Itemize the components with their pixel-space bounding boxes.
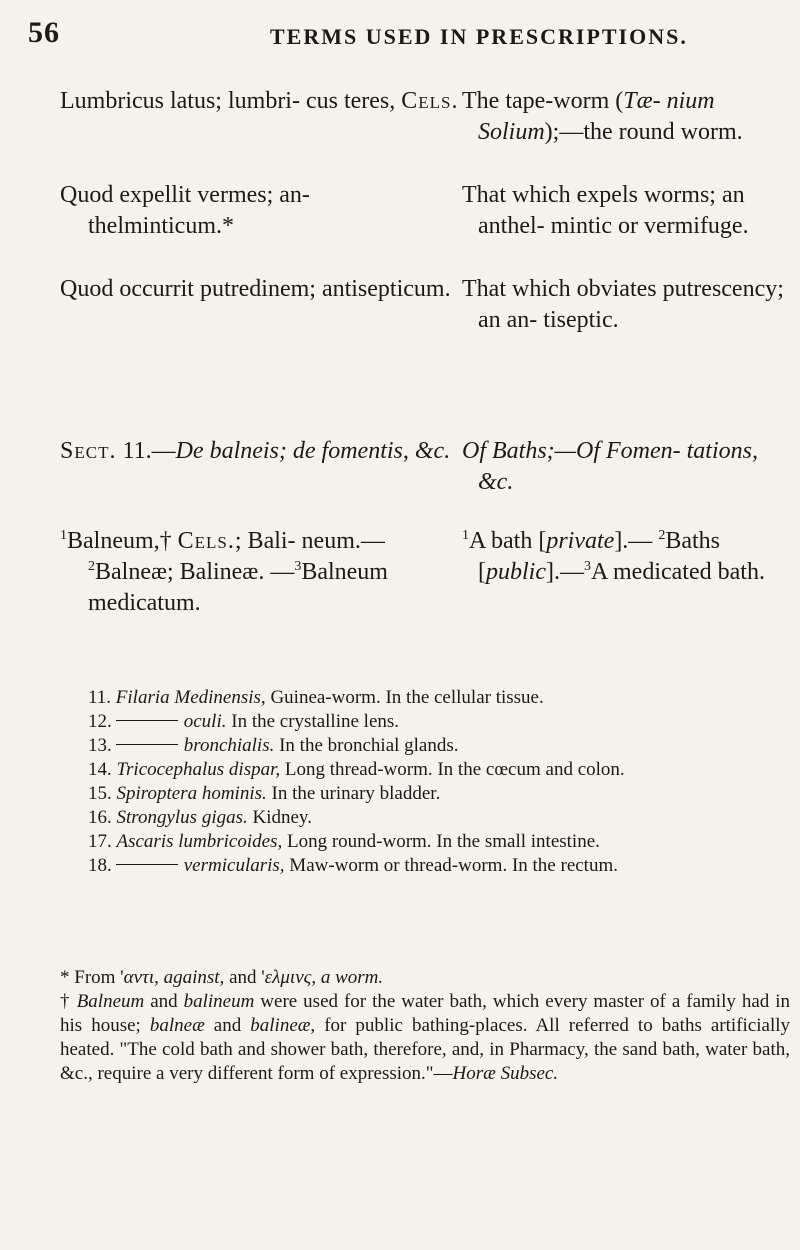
english-text: The tape-worm (: [462, 88, 624, 114]
section-title-english: Of Baths;—Of Fomen-: [462, 438, 681, 464]
footnote: [60, 990, 790, 1086]
english-text: ].—: [546, 559, 584, 585]
item-number: 12.: [88, 711, 112, 732]
ditto-dash: [116, 864, 178, 865]
section-title-latin: fomentis, &c.: [321, 438, 451, 464]
item-number: 18.: [88, 855, 112, 876]
list-item: [88, 854, 788, 878]
section-label: Sect.: [60, 438, 117, 464]
footnote-text: balineum: [183, 991, 255, 1012]
english-text: tiseptic.: [543, 307, 619, 333]
latin-text: Quod occurrit putredinem;: [60, 276, 316, 302]
item-text: In the urinary bladder.: [266, 783, 441, 804]
english-translation: [462, 180, 792, 242]
author-abbrev: Cels.: [401, 88, 459, 114]
footnote-text: for public bathing-places. All referred to baths artificially heated. "The cold bath and shower bath, therefore, and, in Pharmacy, the sand bath, water bath, &c., require a very different form of expression."—: [60, 1015, 791, 1084]
latin-text: ; Bali-: [234, 528, 296, 554]
english-text: mintic or vermifuge.: [550, 213, 749, 239]
item-text: Kidney.: [247, 807, 312, 828]
footnote-text: * From ': [60, 967, 124, 988]
species-name: Strongylus gigas.: [116, 807, 248, 828]
english-text: round worm.: [618, 119, 743, 145]
latin-text: Balneum medicatum.: [88, 559, 388, 616]
list-item: [88, 806, 788, 830]
list-item: [88, 710, 788, 734]
english-text: A: [591, 559, 608, 585]
english-text: worms; an anthel-: [478, 182, 745, 239]
worm-list: [88, 686, 788, 878]
page-header: [0, 16, 800, 56]
list-item: [88, 686, 788, 710]
author-abbrev: Cels.: [177, 528, 235, 554]
species-name: Tæ-: [623, 88, 661, 114]
latin-text: antisepticum.: [321, 276, 451, 302]
footnote-text: a worm.: [320, 967, 384, 988]
latin-text: Balneæ; Balineæ.: [95, 559, 265, 585]
species-name: Filaria Medinensis,: [115, 687, 266, 708]
item-number: 11.: [88, 687, 112, 708]
list-item: [88, 830, 788, 854]
english-text: medicated bath.: [613, 559, 765, 585]
item-number: 16.: [88, 807, 112, 828]
latin-text: —: [270, 559, 295, 585]
footnote-text: and ': [224, 967, 265, 988]
item-text: In the bronchial glands.: [274, 735, 459, 756]
english-text: That which obviates: [462, 276, 657, 302]
list-item: [88, 782, 788, 806]
latin-term: $^1$Balneum,† Cels.; Bali- neum.—$^2$Balneæ; Balineæ. —$^3$Balneum medicatum.: [60, 528, 388, 616]
section-latin: [60, 436, 460, 467]
footnote-text: were used for the water bath, which every master of a family had in his house;: [60, 991, 790, 1036]
english-text: Baths [: [478, 528, 720, 585]
species-name: vermicularis,: [183, 855, 285, 876]
running-head: TERMS USED IN PRESCRIPTIONS.: [270, 24, 688, 49]
english-text: A bath [: [469, 528, 547, 554]
item-number: 14.: [88, 759, 112, 780]
footnote-text: balneæ: [149, 1015, 205, 1036]
greek-word: ελμινς: [264, 967, 312, 988]
species-name: Spiroptera hominis.: [116, 783, 267, 804]
english-translation: [462, 274, 792, 336]
ditto-dash: [116, 720, 178, 721]
footnotes: [60, 966, 790, 1086]
english-text: public: [486, 559, 546, 585]
species-name: Ascaris lumbricoides,: [116, 831, 283, 852]
section-title-latin: De balneis; de: [175, 438, 316, 464]
latin-term: [60, 86, 460, 117]
section-number: 11.—: [122, 438, 176, 464]
section-english: [462, 436, 792, 498]
footnote-text: against,: [163, 967, 225, 988]
footnote-text: and: [204, 1015, 251, 1036]
species-name: nium Solium: [478, 88, 715, 145]
latin-text: Quod expellit vermes; an-: [60, 182, 310, 208]
footnote-text: balineæ,: [250, 1015, 316, 1036]
item-text: Long round-worm. In the small intestine.: [282, 831, 600, 852]
item-number: 17.: [88, 831, 112, 852]
page-number: 56: [28, 16, 60, 49]
latin-text: neum.—: [301, 528, 385, 554]
english-translation: $^1$A bath [private].— $^2$Baths [public].—$^3$A medicated bath.: [462, 528, 765, 585]
list-item: [88, 734, 788, 758]
list-item: [88, 758, 788, 782]
footnote-text: Balneum: [76, 991, 145, 1012]
footnote-text: and: [144, 991, 184, 1012]
english-text: putrescency; an an-: [478, 276, 784, 333]
item-number: 15.: [88, 783, 112, 804]
english-text: ].—: [614, 528, 653, 554]
english-text: private: [546, 528, 615, 554]
species-name: Tricocephalus dispar,: [116, 759, 281, 780]
species-name: bronchialis.: [183, 735, 275, 756]
latin-text: thelminticum.*: [88, 213, 234, 239]
footnote-text: ,: [154, 967, 164, 988]
item-text: Maw-worm or thread-worm. In the rectum.: [284, 855, 618, 876]
english-translation: [462, 86, 792, 148]
item-text: Guinea-worm. In the cellular tissue.: [265, 687, 544, 708]
footnote: [60, 966, 790, 990]
item-text: Long thread-worm. In the cœcum and colon.: [280, 759, 625, 780]
latin-text: Lumbricus latus; lumbri-: [60, 88, 300, 114]
section-title-english: tations, &c.: [478, 438, 758, 495]
ditto-dash: [116, 744, 178, 745]
footnote-source: Horæ Subsec.: [452, 1063, 559, 1084]
greek-word: αντι: [123, 967, 155, 988]
latin-text: cus teres,: [305, 88, 402, 114]
footnote-text: ,: [311, 967, 321, 988]
latin-term: [60, 274, 460, 305]
english-text: );—the: [544, 119, 613, 145]
item-number: 13.: [88, 735, 112, 756]
item-text: In the crystalline lens.: [226, 711, 400, 732]
english-text: That which expels: [462, 182, 638, 208]
latin-term: [60, 180, 460, 242]
footnote-text: †: [60, 991, 77, 1012]
species-name: oculi.: [183, 711, 227, 732]
latin-text: Balneum,†: [67, 528, 178, 554]
